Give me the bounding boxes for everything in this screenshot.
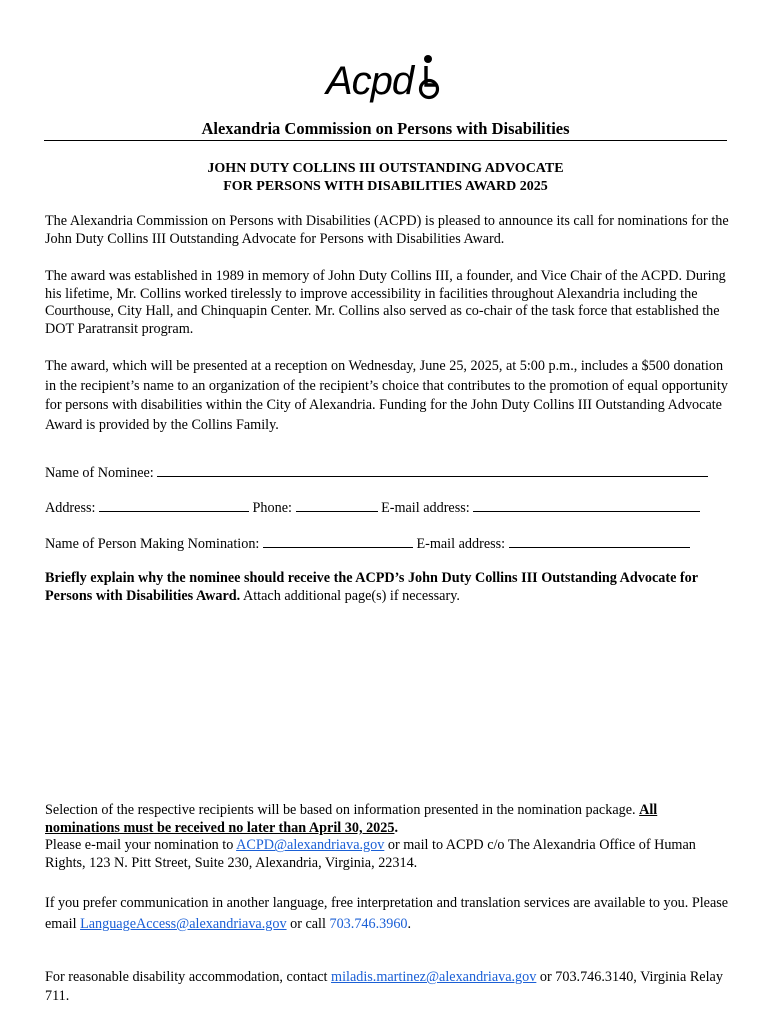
explain-instructions <box>45 570 729 605</box>
accommodation-text: For reasonable disability accommodation, contact <box>45 969 332 985</box>
acpd-logo <box>326 52 440 108</box>
phone-field[interactable] <box>296 498 378 512</box>
accommodation-paragraph <box>45 968 729 1006</box>
phone-label: Phone: <box>252 500 292 516</box>
history-paragraph: The award was established in 1989 in memory of John Duty Collins III, a founder, and Vice Chair of the ACPD. During his lifetime, Mr. Collins worked tirelessly to improve accessibility in facilities throughout Alexandria including the Courthouse, City Hall, and Chinquapin Center. Mr. Collins also served as co-chair of the task force that established the DOT Paratransit program. <box>45 268 726 338</box>
nominator-email-label: E-mail address: <box>416 536 506 552</box>
email-field[interactable] <box>473 498 700 512</box>
language-text: If you prefer communication in another language, free interpretation and translation services are available to you. Please email <box>45 895 729 932</box>
award-title <box>44 160 727 196</box>
nominee-row <box>45 463 729 482</box>
language-paragraph <box>45 893 729 935</box>
deadline-period: . <box>394 819 398 836</box>
nominee-label: Name of Nominee: <box>45 465 154 481</box>
selection-paragraph <box>45 802 729 873</box>
email-label: E-mail address: <box>381 500 470 516</box>
language-mid-text: or call <box>286 916 330 932</box>
mail-address-text: or mail to ACPD c/o The Alexandria Office of Human Rights, 123 N. Pitt Street, Suite 230, Alexandria, Virginia, 22314. <box>45 837 696 872</box>
nominator-label: Name of Person Making Nomination: <box>45 536 260 552</box>
accommodation-email-link[interactable]: miladis.martinez@alexandriava.gov <box>331 969 537 985</box>
commission-title: Alexandria Commission on Persons with Disabilities <box>201 119 570 138</box>
deadline-text: All nominations must be received no later than April 30, 2025 <box>45 802 658 836</box>
header-divider <box>44 140 727 141</box>
language-access-email-link[interactable]: LanguageAccess@alexandriava.gov <box>80 916 287 932</box>
language-phone-link[interactable]: 703.746.3960 <box>329 916 408 932</box>
address-label: Address: <box>45 500 96 516</box>
explanation-area[interactable] <box>45 612 729 794</box>
address-field[interactable] <box>99 498 249 512</box>
accommodation-end-text: or 703.746.3140, Virginia Relay 711. <box>45 969 723 1004</box>
logo-text: Acpd <box>326 59 414 103</box>
award-title-line-2: FOR PERSONS WITH DISABILITIES AWARD 2025 <box>223 179 548 194</box>
wheelchair-logo-icon <box>326 52 440 108</box>
nominator-name-field[interactable] <box>263 534 413 548</box>
nominator-email-field[interactable] <box>509 534 690 548</box>
explain-normal-text: Attach additional page(s) if necessary. <box>240 587 460 604</box>
acpd-email-link[interactable]: ACPD@alexandriava.gov <box>236 837 385 854</box>
language-end-text: . <box>407 916 412 932</box>
nominee-name-field[interactable] <box>157 463 708 477</box>
selection-text: Selection of the respective recipients will be based on information presented in the nomination package. <box>45 802 640 818</box>
presentation-paragraph: The award, which will be presented at a reception on Wednesday, June 25, 2025, at 5:00 p.m., includes a $500 donation in the recipient’s name to an organization of the recipient’s choice that contributes to the promotion of equal opportunity for persons with disabilities within the City of Alexandria. Funding for the John Duty Collins III Outstanding Advocate Award is provided by the Collins Family. <box>45 358 728 433</box>
intro-paragraph: The Alexandria Commission on Persons with Disabilities (ACPD) is pleased to announce its call for nominations for the John Duty Collins III Outstanding Advocate for Persons with Disabilities Award. <box>45 213 729 247</box>
award-title-line-1: JOHN DUTY COLLINS III OUTSTANDING ADVOCATE <box>207 161 564 176</box>
contact-row <box>45 498 729 517</box>
nominator-row <box>45 534 729 553</box>
email-prefix-text: Please e-mail your nomination to <box>45 837 237 854</box>
explain-bold-text: Briefly explain why the nominee should receive the ACPD’s John Duty Collins III Outstanding Advocate for Persons with Disabilities Award. <box>45 570 698 604</box>
